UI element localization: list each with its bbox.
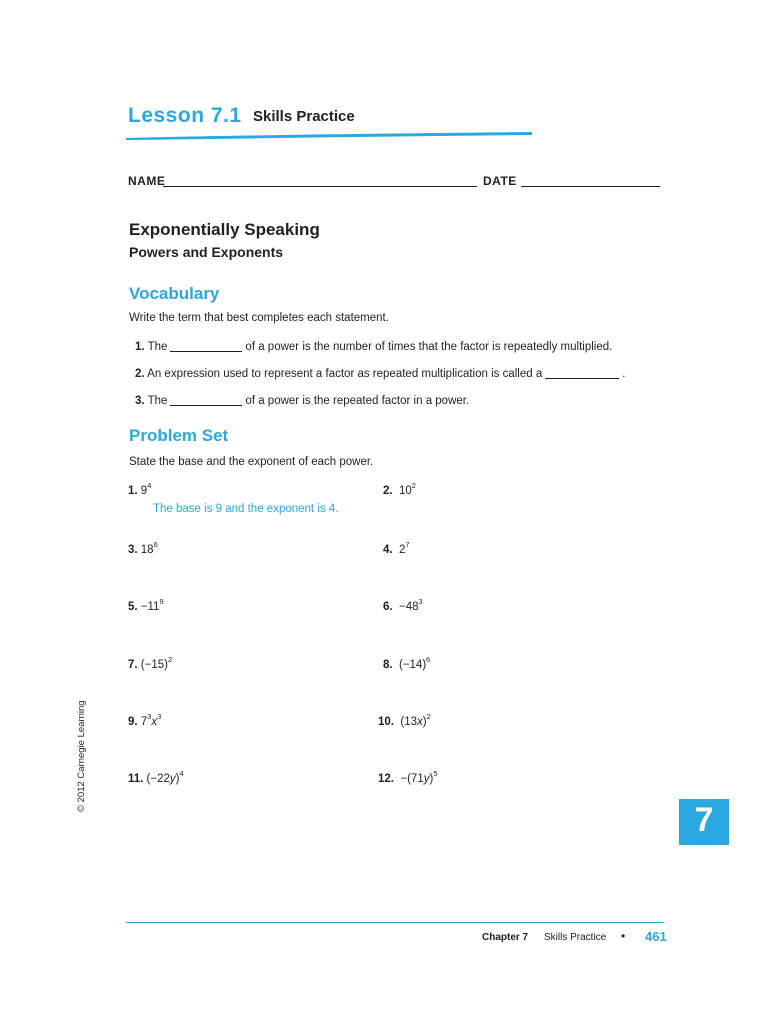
answer-blank[interactable]: [545, 367, 619, 379]
item-text-after: .: [622, 368, 626, 380]
problem-set-heading: Problem Set: [129, 426, 229, 445]
problem-set-instruction: State the base and the exponent of each power.: [129, 456, 374, 468]
footer-chapter: Chapter 7: [482, 932, 529, 943]
footer-divider: [126, 922, 664, 923]
answer-1: The base is 9 and the exponent is 4.: [153, 503, 339, 515]
footer-bullet: •: [621, 929, 626, 943]
vocab-item-3: [135, 394, 469, 407]
name-line[interactable]: [163, 186, 477, 187]
lesson-title: Lesson 7.1: [128, 104, 242, 127]
date-label: DATE: [483, 174, 517, 188]
item-number: 3.: [135, 395, 145, 407]
header-brush-stroke: [126, 131, 532, 141]
problem-5: 5. $-11^9$: [128, 597, 164, 613]
problem-2: 2. $10^2$: [383, 481, 416, 497]
problem-4: 4. $2^7$: [383, 540, 410, 556]
date-line[interactable]: [521, 186, 660, 187]
lesson-subtitle: Skills Practice: [253, 108, 355, 125]
problem-3: 3. $18^6$: [128, 540, 158, 556]
answer-blank[interactable]: [170, 394, 242, 406]
problem-8: 8. $(-14)^6$: [383, 655, 431, 671]
page-title: Exponentially Speaking: [129, 220, 320, 239]
problem-6: 6. $-48^3$: [383, 597, 423, 613]
item-text-after: of a power is the repeated factor in a power.: [245, 395, 470, 407]
vocab-item-1: [135, 340, 612, 353]
page-number: 461: [645, 929, 667, 944]
problem-7: 7. $(-15)^2$: [128, 655, 173, 671]
problem-10: 10. $(13x)^2$: [378, 712, 431, 728]
problem-12: 12. $-(71y)^5$: [378, 769, 438, 785]
problem-11: 11. $(-22y)^4$: [128, 769, 184, 785]
item-text-after: of a power is the number of times that the factor is repeatedly multiplied.: [245, 341, 613, 353]
chapter-tab-number: 7: [694, 801, 714, 839]
answer-blank[interactable]: [170, 340, 242, 352]
vocabulary-heading: Vocabulary: [129, 284, 220, 303]
vocabulary-instruction: Write the term that best completes each statement.: [129, 312, 389, 324]
item-text-before: The: [147, 395, 168, 407]
item-number: 2.: [135, 368, 145, 380]
page-subtitle: Powers and Exponents: [129, 244, 284, 260]
footer-skill: Skills Practice: [544, 932, 607, 943]
copyright-notice: © 2012 Carnegie Learning: [76, 700, 87, 812]
item-text-before: An expression used to represent a factor as repeated multiplication is called a: [147, 368, 543, 380]
name-label: NAME: [128, 174, 166, 188]
item-number: 1.: [135, 341, 145, 353]
problem-9: 9. $7^3x^3$: [128, 712, 162, 728]
item-text-before: The: [147, 341, 168, 353]
vocab-item-2: [135, 367, 625, 380]
problem-1: 1. $9^4$: [128, 481, 152, 497]
